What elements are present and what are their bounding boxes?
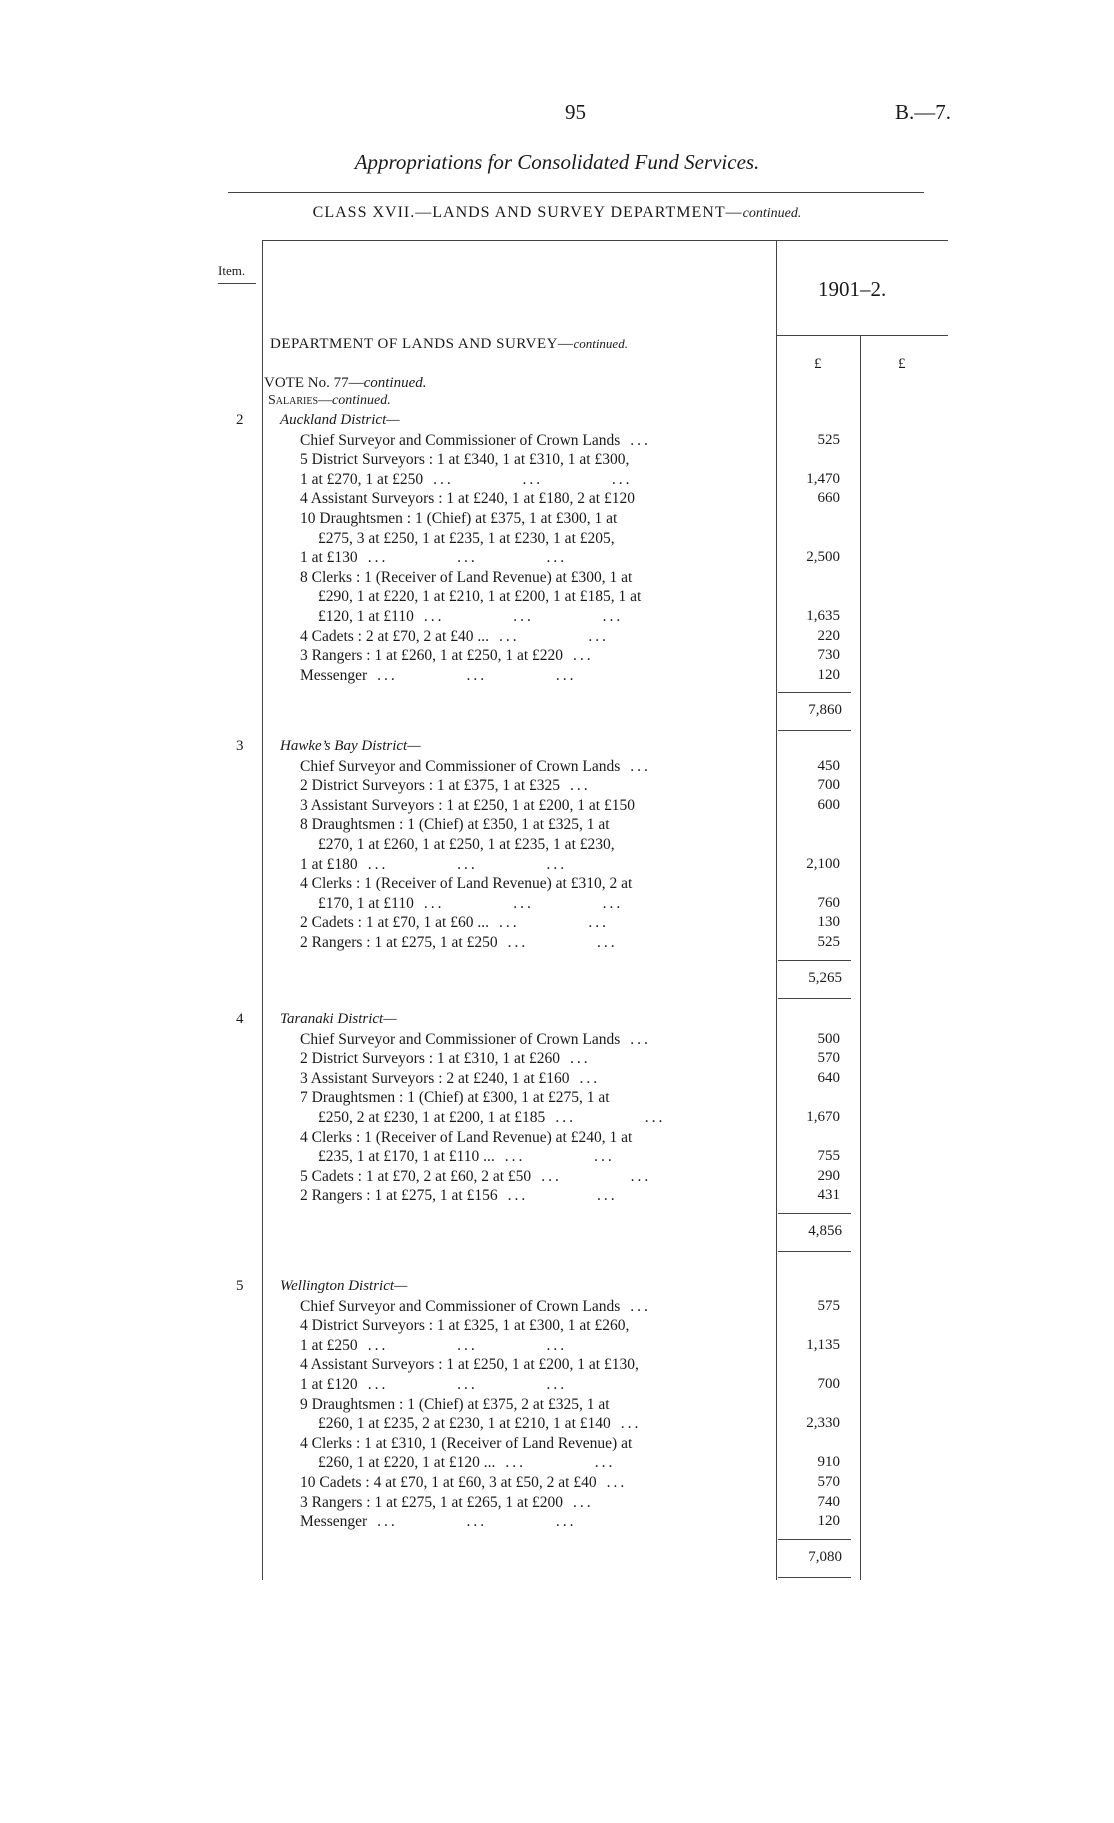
line-item-text: Chief Surveyor and Commissioner of Crown Lands [300, 1030, 621, 1048]
line-amount: 120 [817, 666, 840, 683]
leader-dots: ... [570, 777, 591, 795]
line-item [300, 1129, 632, 1147]
line-amount: 120 [817, 1513, 840, 1530]
leader-dots: ... ... [507, 1187, 618, 1205]
district-heading: Wellington District— [280, 1278, 408, 1294]
line-item [300, 549, 567, 567]
line-amount: 570 [817, 1474, 840, 1490]
line-item [300, 1298, 651, 1316]
line-item-text: 4 Clerks : 1 (Receiver of Land Revenue) at £310, 2 at [300, 875, 633, 893]
line-item [300, 758, 651, 776]
leader-dots: ... ... ... [377, 666, 577, 684]
leader-dots: ... ... ... [423, 894, 624, 912]
line-item [300, 667, 577, 685]
leader-dots: ... [630, 1297, 651, 1315]
year-underline [776, 335, 948, 336]
line-item [300, 1031, 651, 1049]
line-amount: 575 [817, 1297, 840, 1314]
line-item-text: 9 Draughtsmen : 1 (Chief) at £375, 2 at £325, 1 at [300, 1395, 610, 1413]
line-amount: 730 [817, 647, 840, 664]
line-item [318, 608, 623, 626]
subtotal-rule [778, 998, 851, 999]
line-item-text: 4 Clerks : 1 (Receiver of Land Revenue) at £240, 1 at [300, 1128, 633, 1146]
line-item [300, 914, 609, 932]
line-item [300, 777, 591, 795]
item-number: 4 [236, 1011, 244, 1027]
leader-dots: ... [573, 647, 594, 665]
district-total: 7,860 [808, 702, 842, 719]
line-amount: 2,330 [806, 1415, 840, 1432]
line-item [300, 1396, 610, 1414]
line-item-text: 1 at £250 [300, 1336, 358, 1354]
line-amount: 500 [817, 1030, 840, 1047]
line-amount: 1,670 [806, 1109, 840, 1125]
line-item [300, 1376, 567, 1394]
line-amount: 220 [817, 627, 840, 644]
line-amount: 2,500 [806, 549, 840, 566]
line-amount: 1,635 [806, 608, 840, 624]
line-item-text: 10 Cadets : 4 at £70, 1 at £60, 3 at £50, 2 at £40 [300, 1474, 597, 1491]
total-column-divider [860, 335, 861, 1580]
salaries-heading [268, 393, 391, 409]
line-item [318, 1454, 615, 1472]
line-item [300, 797, 635, 815]
line-item-text: 1 at £130 [300, 549, 358, 567]
line-amount: 525 [817, 934, 840, 950]
leader-dots: ... ... [555, 1109, 666, 1126]
line-item-text: 2 District Surveyors : 1 at £375, 1 at £325 [300, 777, 561, 795]
item-number: 3 [236, 738, 244, 754]
running-title: Appropriations for Consolidated Fund Services. [354, 150, 760, 174]
line-amount: 760 [817, 894, 840, 911]
line-item-text: 5 Cadets : 1 at £70, 2 at £60, 2 at £50 [300, 1167, 532, 1185]
line-item-text: 2 Rangers : 1 at £275, 1 at £250 [300, 934, 498, 951]
header-rule [228, 192, 924, 193]
line-item-text: 2 Cadets : 1 at £70, 1 at £60 ... [300, 914, 489, 932]
subtotal-rule [778, 1213, 851, 1214]
line-amount: 290 [817, 1167, 840, 1184]
line-item [300, 1513, 577, 1531]
line-amount: 1,470 [806, 470, 840, 487]
item-number: 2 [236, 412, 244, 428]
line-item [300, 432, 651, 450]
line-item [300, 647, 594, 665]
line-item [300, 451, 629, 469]
subtotal-rule [778, 692, 851, 693]
leader-dots: ... ... ... [367, 1376, 568, 1393]
line-amount: 700 [817, 1376, 840, 1392]
line-item-text: 3 Rangers : 1 at £275, 1 at £265, 1 at £200 [300, 1493, 564, 1511]
line-item-text: 1 at £270, 1 at £250 [300, 470, 424, 488]
line-item-text: 4 Cadets : 2 at £70, 2 at £40 ... [300, 627, 489, 645]
department-title-text: DEPARTMENT OF LANDS AND SURVEY— [270, 336, 574, 352]
line-item-text: £170, 1 at £110 [318, 894, 414, 912]
leader-dots: ... ... ... [367, 1336, 568, 1354]
item-column-header: Item. [218, 263, 246, 278]
leader-dots: ... ... ... [367, 549, 568, 567]
leader-dots: ... ... [541, 1167, 652, 1185]
vote-heading-text: VOTE No. 77— [264, 375, 364, 391]
line-item-text: 8 Draughtsmen : 1 (Chief) at £350, 1 at £325, 1 at [300, 816, 610, 834]
line-item-text: £120, 1 at £110 [318, 608, 414, 625]
leader-dots: ... [606, 1474, 628, 1491]
line-item-text: £270, 1 at £260, 1 at £250, 1 at £235, 1 at £230, [318, 836, 615, 853]
leader-dots: ... ... ... [377, 1513, 577, 1531]
line-amount: 660 [817, 490, 840, 507]
line-amount: 450 [817, 757, 840, 774]
line-item-text: £250, 2 at £230, 1 at £200, 1 at £185 [318, 1109, 546, 1126]
leader-dots: ... ... [504, 1148, 615, 1166]
district-heading: Auckland District— [280, 412, 400, 428]
line-item [318, 1109, 665, 1127]
salaries-heading-suffix: continued. [332, 393, 391, 408]
line-item [300, 490, 635, 508]
line-item [300, 1050, 591, 1068]
document-code: B.—7. [895, 100, 952, 124]
line-amount: 740 [817, 1493, 840, 1510]
leader-dots: ... ... [507, 934, 618, 951]
line-item-text: 3 Assistant Surveyors : 2 at £240, 1 at £160 [300, 1069, 570, 1087]
line-item-text: £275, 3 at £250, 1 at £235, 1 at £230, 1 at £205, [318, 529, 615, 547]
subtotal-rule [778, 730, 851, 731]
line-item [300, 1494, 594, 1512]
leader-dots: ... ... ... [433, 470, 633, 488]
line-item-text: 4 Assistant Surveyors : 1 at £240, 1 at £180, 2 at £120 [300, 490, 635, 508]
line-item [300, 1337, 567, 1355]
line-item [300, 1317, 629, 1335]
leader-dots: ... [570, 1050, 591, 1068]
department-title-suffix: continued. [573, 336, 628, 351]
class-title-text: CLASS XVII.—LANDS AND SURVEY DEPARTMENT— [312, 204, 743, 221]
line-item [318, 1148, 615, 1166]
line-item-text: 2 Rangers : 1 at £275, 1 at £156 [300, 1187, 498, 1205]
line-item [318, 1415, 641, 1433]
line-amount: 2,100 [806, 855, 840, 872]
district-total: 5,265 [808, 969, 842, 986]
line-item-text: 1 at £180 [300, 855, 358, 873]
line-item-text: £260, 1 at £235, 2 at £230, 1 at £210, 1 at £140 [318, 1415, 611, 1433]
item-column-divider [262, 240, 263, 1580]
line-amount: 1,135 [806, 1336, 840, 1353]
district-total: 4,856 [808, 1223, 842, 1239]
class-title-suffix: continued. [742, 206, 802, 221]
leader-dots: ... [573, 1493, 594, 1511]
line-item [300, 875, 632, 893]
line-item-text: 2 District Surveyors : 1 at £310, 1 at £260 [300, 1050, 561, 1068]
line-item [300, 1070, 600, 1088]
line-amount: 525 [817, 431, 840, 448]
line-item [318, 895, 623, 913]
line-item [318, 836, 615, 854]
leader-dots: ... [620, 1415, 642, 1433]
line-item-text: £235, 1 at £170, 1 at £110 ... [318, 1148, 495, 1166]
line-item [300, 816, 610, 834]
line-item-text: 3 Assistant Surveyors : 1 at £250, 1 at £200, 1 at £150 [300, 796, 635, 814]
line-item-text: £260, 1 at £220, 1 at £120 ... [318, 1454, 496, 1472]
line-item [300, 1187, 618, 1205]
line-item [300, 934, 618, 952]
leader-dots: ... [579, 1069, 601, 1087]
item-number: 5 [236, 1278, 244, 1294]
line-item [300, 1474, 627, 1492]
subtotal-rule [778, 1577, 851, 1578]
leader-dots: ... ... ... [423, 608, 624, 625]
district-total: 7,080 [808, 1548, 842, 1565]
subtotal-rule [778, 1251, 851, 1252]
line-amount: 570 [817, 1050, 840, 1067]
line-item-text: 4 District Surveyors : 1 at £325, 1 at £300, 1 at £260, [300, 1317, 630, 1335]
line-item-text: 4 Clerks : 1 at £310, 1 (Receiver of Land Revenue) at [300, 1434, 633, 1452]
salaries-heading-text: Salaries— [268, 393, 333, 408]
line-item-text: Messenger [300, 666, 368, 684]
line-amount: 431 [817, 1187, 840, 1204]
line-item-text: 3 Rangers : 1 at £260, 1 at £250, 1 at £220 [300, 647, 564, 665]
leader-dots: ... ... [499, 627, 609, 645]
leader-dots: ... [630, 757, 651, 775]
leader-dots: ... ... ... [367, 855, 568, 873]
line-item [300, 1168, 651, 1186]
table-top-rule [262, 240, 948, 241]
line-amount: 130 [817, 914, 840, 931]
line-item [300, 856, 567, 874]
amount-column-divider [776, 240, 777, 1580]
line-item [300, 1435, 632, 1453]
pound-sign-total-column: £ [898, 356, 906, 372]
department-title [270, 336, 628, 353]
leader-dots: ... [630, 431, 651, 449]
line-item [318, 588, 641, 606]
line-item [300, 1089, 610, 1107]
line-amount: 910 [817, 1454, 840, 1471]
line-item-text: Chief Surveyor and Commissioner of Crown Lands [300, 431, 621, 449]
leader-dots: ... ... [499, 914, 609, 932]
item-header-underline [218, 283, 256, 284]
line-item [300, 1356, 639, 1374]
line-item-text: 8 Clerks : 1 (Receiver of Land Revenue) at £300, 1 at [300, 568, 633, 586]
class-title [0, 204, 1114, 222]
line-amount: 640 [817, 1069, 840, 1086]
line-item [300, 510, 617, 528]
line-item [300, 628, 609, 646]
line-item-text: Chief Surveyor and Commissioner of Crown Lands [300, 757, 621, 775]
district-heading: Hawke’s Bay District— [280, 738, 421, 754]
line-item-text: 10 Draughtsmen : 1 (Chief) at £375, 1 at £300, 1 at [300, 510, 618, 527]
year-header: 1901–2. [818, 277, 887, 301]
subtotal-rule [778, 960, 851, 961]
pound-sign-amount-column: £ [814, 356, 822, 372]
subtotal-rule [778, 1539, 851, 1540]
line-item-text: 4 Assistant Surveyors : 1 at £250, 1 at £200, 1 at £130, [300, 1356, 639, 1374]
line-amount: 700 [817, 777, 840, 794]
line-item-text: £290, 1 at £220, 1 at £210, 1 at £200, 1 at £185, 1 at [318, 588, 642, 606]
district-heading: Taranaki District— [280, 1011, 397, 1027]
line-item-text: Chief Surveyor and Commissioner of Crown Lands [300, 1297, 621, 1315]
line-item-text: 5 District Surveyors : 1 at £340, 1 at £310, 1 at £300, [300, 451, 630, 469]
vote-heading-suffix: continued. [363, 375, 427, 391]
line-item-text: 7 Draughtsmen : 1 (Chief) at £300, 1 at £275, 1 at [300, 1089, 610, 1107]
line-item [300, 471, 633, 489]
line-item-text: 1 at £120 [300, 1376, 358, 1393]
leader-dots: ... [630, 1030, 651, 1048]
line-amount: 755 [817, 1148, 840, 1165]
line-item-text: Messenger [300, 1513, 368, 1531]
vote-heading [264, 375, 426, 392]
line-item [318, 530, 615, 548]
page-number: 95 [565, 100, 586, 124]
leader-dots: ... ... [505, 1454, 616, 1472]
line-item [300, 569, 632, 587]
line-amount: 600 [817, 796, 840, 813]
